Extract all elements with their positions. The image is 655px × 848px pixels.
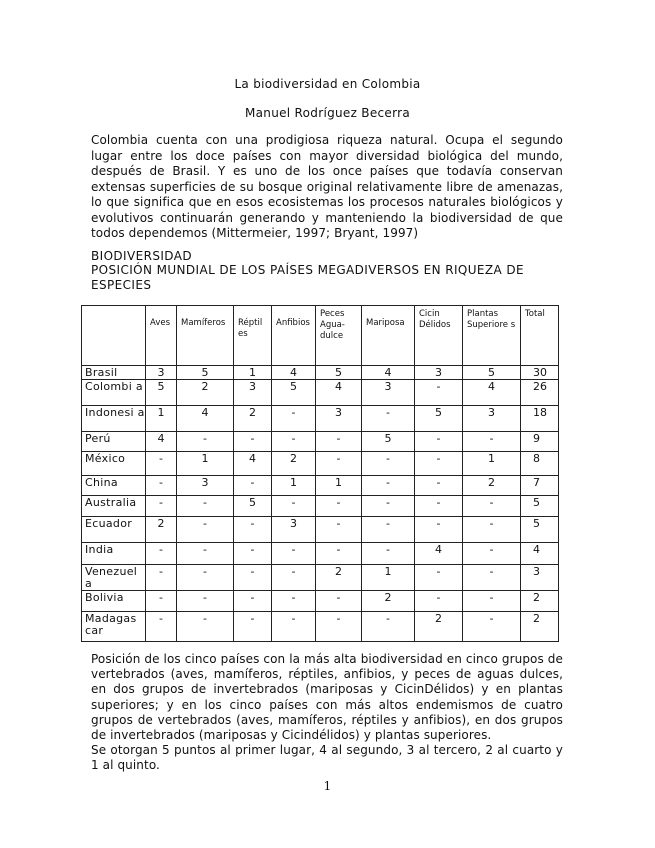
section-heading: BIODIVERSIDAD (91, 249, 192, 263)
table-row (82, 452, 559, 476)
score-cell-anfibios: 5 (272, 380, 316, 406)
score-cell-plantas: - (463, 432, 521, 452)
score-cell-mamiferos: - (177, 612, 234, 642)
country-cell: Ecuador (82, 517, 146, 543)
document-title: La biodiversidad en Colombia (234, 77, 421, 91)
table-row (82, 496, 559, 517)
total-cell: 3 (521, 565, 559, 591)
total-cell: 2 (521, 612, 559, 642)
score-cell-plantas: - (463, 517, 521, 543)
score-cell-peces: 1 (316, 476, 362, 496)
table-row (82, 366, 559, 380)
score-cell-peces: - (316, 517, 362, 543)
score-cell-aves: 5 (146, 380, 177, 406)
score-cell-reptiles: 4 (234, 452, 272, 476)
total-cell: 7 (521, 476, 559, 496)
score-cell-cicindelidos: 4 (415, 543, 463, 565)
total-cell: 9 (521, 432, 559, 452)
score-cell-anfibios: - (272, 406, 316, 432)
country-cell: Madagas car (82, 612, 146, 642)
score-cell-aves: 2 (146, 517, 177, 543)
score-cell-plantas: - (463, 565, 521, 591)
score-cell-aves: - (146, 496, 177, 517)
score-cell-reptiles: - (234, 565, 272, 591)
total-cell: 26 (521, 380, 559, 406)
score-cell-aves: 4 (146, 432, 177, 452)
score-cell-reptiles: 5 (234, 496, 272, 517)
score-cell-aves: - (146, 543, 177, 565)
score-cell-anfibios: - (272, 496, 316, 517)
country-cell: Australia (82, 496, 146, 517)
table-heading: POSICIÓN MUNDIAL DE LOS PAÍSES MEGADIVERSOS EN RIQUEZA DE ESPECIES (91, 263, 524, 292)
header-country (82, 306, 146, 366)
score-cell-cicindelidos: - (415, 591, 463, 612)
score-cell-peces: - (316, 612, 362, 642)
score-cell-cicindelidos: - (415, 565, 463, 591)
score-cell-plantas: 4 (463, 380, 521, 406)
country-cell: Bolivia (82, 591, 146, 612)
intro-paragraph: Colombia cuenta con una prodigiosa riqueza natural. Ocupa el segundo lugar entre los doce países con mayor diversidad biológica del mundo, después de Brasil. Y es uno de los once países que todavía conservan extensas superficies de su bosque original relativamente libre de amenazas, lo que significa que en esos ecosistemas los procesos naturales biológicos y evolutivos continuarán generando y manteniendo la biodiversidad de que todos dependemos (Mittermeier, 1997; Bryant, 1997) (91, 133, 563, 240)
table-row (82, 612, 559, 642)
score-cell-cicindelidos: - (415, 476, 463, 496)
header-plantas: Plantas Superiore s (463, 306, 521, 366)
score-cell-aves: 3 (146, 366, 177, 380)
total-cell: 8 (521, 452, 559, 476)
header-total: Total (521, 306, 559, 366)
score-cell-reptiles: 1 (234, 366, 272, 380)
country-cell: Colombi a (82, 380, 146, 406)
score-cell-peces: 4 (316, 380, 362, 406)
score-cell-anfibios: 2 (272, 452, 316, 476)
score-cell-aves: 1 (146, 406, 177, 432)
country-cell: Indonesi a (82, 406, 146, 432)
total-cell: 2 (521, 591, 559, 612)
score-cell-plantas: 5 (463, 366, 521, 380)
score-cell-cicindelidos: 5 (415, 406, 463, 432)
score-cell-mamiferos: 1 (177, 452, 234, 476)
score-cell-anfibios: 3 (272, 517, 316, 543)
score-cell-anfibios: - (272, 543, 316, 565)
score-cell-mariposa: 3 (362, 380, 415, 406)
table-body (82, 366, 559, 642)
score-cell-mamiferos: - (177, 496, 234, 517)
score-cell-mamiferos: - (177, 432, 234, 452)
caption-paragraph: Posición de los cinco países con la más alta biodiversidad en cinco grupos de vertebrados (aves, mamíferos, réptiles, anfibios, y peces de aguas dulces, en dos grupos de invertebrados (mariposas y CicinDélidos) y en plantas superiores; y en los cinco países con más altos endemismos de cuatro grupos de vertebrados (aves, mamíferos, réptiles y anfibios), en dos grupos de invertebrados (mariposas y Cicindélidos) y plantas superiores. (91, 652, 563, 743)
score-cell-cicindelidos: 2 (415, 612, 463, 642)
score-cell-anfibios: - (272, 565, 316, 591)
score-cell-mariposa: - (362, 612, 415, 642)
header-anfibios: Anfibios (272, 306, 316, 366)
header-mamiferos: Mamíferos (177, 306, 234, 366)
score-cell-mamiferos: 5 (177, 366, 234, 380)
table-row (82, 565, 559, 591)
score-cell-plantas: 1 (463, 452, 521, 476)
score-cell-aves: - (146, 565, 177, 591)
score-cell-cicindelidos: - (415, 380, 463, 406)
header-cicindelidos: Cicin Délidos (415, 306, 463, 366)
score-cell-cicindelidos: - (415, 496, 463, 517)
score-cell-anfibios: - (272, 432, 316, 452)
score-cell-reptiles: 2 (234, 406, 272, 432)
document-author: Manuel Rodríguez Becerra (245, 106, 410, 120)
score-cell-reptiles: - (234, 517, 272, 543)
score-cell-reptiles: - (234, 612, 272, 642)
score-cell-aves: - (146, 452, 177, 476)
table-row (82, 406, 559, 432)
score-cell-plantas: - (463, 612, 521, 642)
score-cell-plantas: - (463, 496, 521, 517)
header-reptiles: Réptil es (234, 306, 272, 366)
score-cell-peces: 3 (316, 406, 362, 432)
score-cell-aves: - (146, 476, 177, 496)
score-cell-mariposa: - (362, 452, 415, 476)
table-caption (91, 652, 563, 774)
table-row (82, 380, 559, 406)
score-cell-mamiferos: - (177, 543, 234, 565)
header-aves: Aves (146, 306, 177, 366)
country-cell: Perú (82, 432, 146, 452)
score-cell-mariposa: 5 (362, 432, 415, 452)
score-cell-mamiferos: 2 (177, 380, 234, 406)
score-cell-cicindelidos: 3 (415, 366, 463, 380)
table-row (82, 591, 559, 612)
score-cell-reptiles: - (234, 476, 272, 496)
total-cell: 18 (521, 406, 559, 432)
score-cell-cicindelidos: - (415, 517, 463, 543)
score-cell-mariposa: - (362, 517, 415, 543)
score-cell-reptiles: 3 (234, 380, 272, 406)
country-cell: México (82, 452, 146, 476)
megadiverse-table (81, 305, 559, 642)
score-cell-mariposa: 2 (362, 591, 415, 612)
table-row (82, 517, 559, 543)
score-cell-mamiferos: 3 (177, 476, 234, 496)
score-cell-aves: - (146, 591, 177, 612)
score-cell-anfibios: - (272, 591, 316, 612)
score-cell-mamiferos: - (177, 565, 234, 591)
score-cell-peces: - (316, 452, 362, 476)
score-cell-reptiles: - (234, 432, 272, 452)
score-cell-peces: - (316, 496, 362, 517)
score-cell-mariposa: - (362, 406, 415, 432)
total-cell: 30 (521, 366, 559, 380)
score-cell-reptiles: - (234, 543, 272, 565)
score-cell-peces: 2 (316, 565, 362, 591)
score-cell-mamiferos: 4 (177, 406, 234, 432)
score-cell-anfibios: 4 (272, 366, 316, 380)
country-cell: India (82, 543, 146, 565)
score-cell-plantas: - (463, 543, 521, 565)
page-number: 1 (323, 779, 332, 793)
score-cell-mariposa: - (362, 496, 415, 517)
country-cell: China (82, 476, 146, 496)
score-cell-mariposa: 4 (362, 366, 415, 380)
score-cell-plantas: - (463, 591, 521, 612)
total-cell: 5 (521, 496, 559, 517)
score-cell-mariposa: - (362, 543, 415, 565)
score-cell-mariposa: 1 (362, 565, 415, 591)
score-cell-peces: - (316, 432, 362, 452)
score-cell-plantas: 3 (463, 406, 521, 432)
table-row (82, 432, 559, 452)
score-cell-cicindelidos: - (415, 432, 463, 452)
country-cell: Venezuel a (82, 565, 146, 591)
table-header-row (82, 306, 559, 366)
score-cell-anfibios: - (272, 612, 316, 642)
score-cell-mamiferos: - (177, 591, 234, 612)
score-cell-peces: - (316, 543, 362, 565)
score-cell-aves: - (146, 612, 177, 642)
score-cell-reptiles: - (234, 591, 272, 612)
score-cell-peces: 5 (316, 366, 362, 380)
header-peces: Peces Agua-dulce (316, 306, 362, 366)
score-cell-cicindelidos: - (415, 452, 463, 476)
score-cell-anfibios: 1 (272, 476, 316, 496)
score-cell-mariposa: - (362, 476, 415, 496)
scoring-note: Se otorgan 5 puntos al primer lugar, 4 al segundo, 3 al tercero, 2 al cuarto y 1 al quinto. (91, 743, 563, 773)
score-cell-peces: - (316, 591, 362, 612)
total-cell: 4 (521, 543, 559, 565)
header-mariposa: Mariposa (362, 306, 415, 366)
country-cell: Brasil (82, 366, 146, 380)
table-row (82, 476, 559, 496)
table-row (82, 543, 559, 565)
score-cell-mamiferos: - (177, 517, 234, 543)
total-cell: 5 (521, 517, 559, 543)
score-cell-plantas: 2 (463, 476, 521, 496)
